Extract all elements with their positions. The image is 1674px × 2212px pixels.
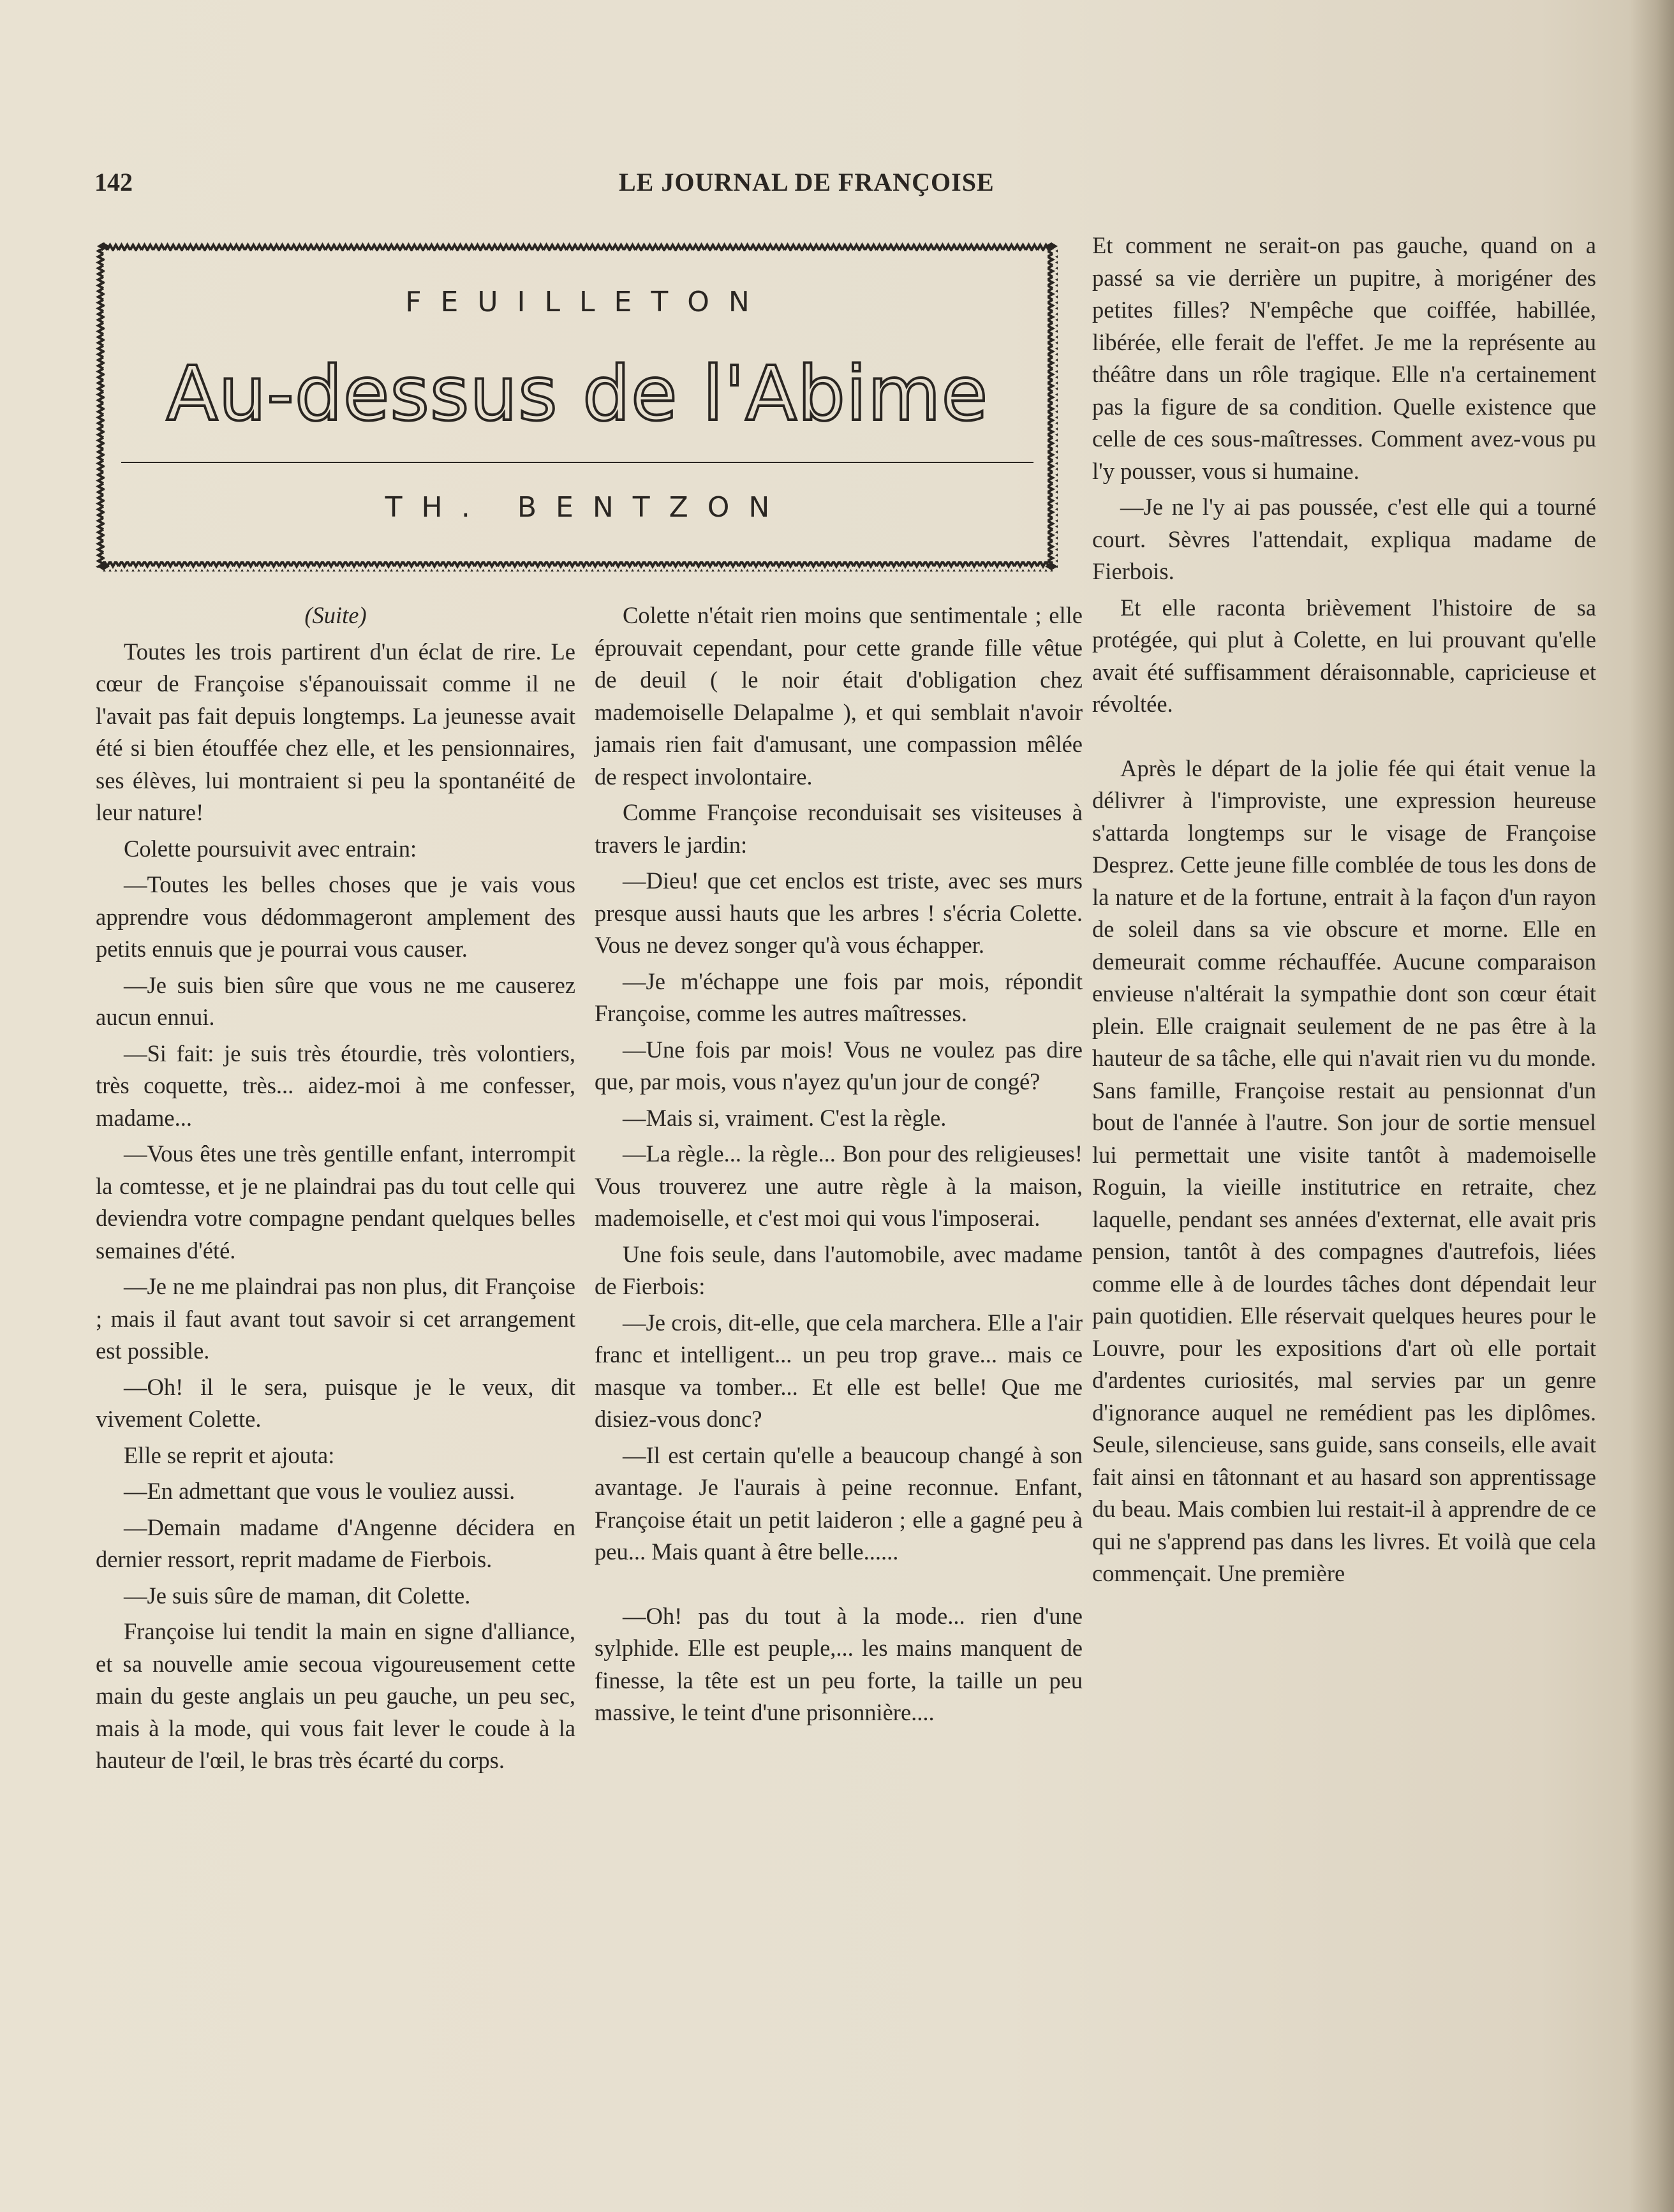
paragraph: —Demain madame d'Angenne décidera en dernier ressort, reprit madame de Fierbois. xyxy=(96,1514,575,1572)
paragraph: —Mais si, vraiment. C'est la règle. xyxy=(623,1104,947,1131)
paragraph: Après le départ de la jolie fée qui était venue la délivrer à l'improviste, une expression heureuse s'attarda longtemps sur le visage de Françoise Desprez. Cette jeune fille comblée de tous les dons de la nature et de la fortune, entrait à la façon d'un rayon de soleil dans sa vie obscure et morne. Elle en demeurait comme réchauffée. Aucune comparaison envieuse n'altérait la sympathie dont son cœur était plein. Elle craignait seulement de ne pas être à la hauteur de sa tâche, elle qui n'avait rien vu du monde. Sans famille, Françoise restait au pensionnat d'un bout de l'année à l'autre. Son jour de sortie mensuel lui permettait une visite tantôt à mademoiselle Roguin, la vieille institutrice en retraite, chez laquelle, pendant ses années d'externat, elle avait pris pension, tantôt à des compagnes d'autrefois, liées comme elle à de lourdes tâches dont dépendait leur pain quotidien. Elle réservait quelques heures pour le Louvre, pour les expositions d'art où elle portait d'ardentes curiosités, mal servies par un genre d'ignorance auquel ne remédient pas les diplômes. Seule, silencieuse, sans guide, sans conseils, elle avait fait ainsi en tâtonnant et au hasard son apprentissage du beau. Mais combien lui restait-il à apprendre de ce qui ne s'apprend pas dans les livres. Et voilà que cela commençait. Une première xyxy=(1092,755,1596,1586)
paragraph: —La règle... la règle... Bon pour des religieuses! Vous trouverez une autre règle à la maison, mademoiselle, et c'est moi qui vous l'imposerai. xyxy=(595,1140,1083,1231)
paragraph: —En admettant que vous le vouliez aussi. xyxy=(124,1478,515,1504)
paragraph: —Vous êtes une très gentille enfant, interrompit la comtesse, et je ne plaindrai pas du tout celle qui deviendra votre compagne pendant quelques belles semaines d'été. xyxy=(96,1140,575,1264)
running-head xyxy=(94,167,1064,205)
text-column-3 xyxy=(1092,230,1596,1594)
text-column-2 xyxy=(595,600,1083,1733)
feuilleton-title-box xyxy=(96,242,1059,574)
paragraph: Toutes les trois partirent d'un éclat de rire. Le cœur de Françoise s'épanouissait comme il ne l'avait pas fait depuis longtemps. La jeunesse avait été si bien étouffée chez elle, et les pensionnaires, ses élèves, lui montraient si peu la spontanéité de leur nature! xyxy=(96,638,575,825)
paragraph: —Si fait: je suis très étourdie, très volontiers, très coquette, très... aidez-moi à me confesser, madame... xyxy=(96,1040,575,1131)
paragraph: Elle se reprit et ajouta: xyxy=(124,1441,335,1468)
paragraph: —Oh! il le sera, puisque je le veux, dit vivement Colette. xyxy=(96,1373,575,1432)
paragraph: —Je crois, dit-elle, que cela marchera. Elle a l'air franc et intelligent... un peu trop grave... mais ce masque va tomber... Et elle est belle! Que me disiez-vous donc? xyxy=(595,1309,1083,1432)
paragraph: Et comment ne serait-on pas gauche, quand on a passé sa vie derrière un pupitre, à morigéner des petites filles? N'empêche que coiffée, habillée, libérée, elle ferait de l'effet. Je me la représente au théâtre dans un rôle tragique. Elle n'a certainement pas la figure de sa condition. Quelle existence que celle de ces sous-maîtresses. Comment avez-vous pu l'y pousser, vous si humaine. xyxy=(1092,232,1596,484)
paragraph: Comme Françoise reconduisait ses visiteuses à travers le jardin: xyxy=(595,799,1083,858)
page-spine-shadow xyxy=(1629,0,1674,2212)
paragraph: —Je m'échappe une fois par mois, répondit Françoise, comme les autres maîtresses. xyxy=(595,968,1083,1026)
paragraph: —Il est certain qu'elle a beaucoup changé à son avantage. Je l'aurais à peine reconnue. Enfant, Françoise était un petit laideron ; elle a gagné peu à peu... Mais quant à être belle...... xyxy=(595,1441,1083,1565)
story-title: Au-dessus de l'Abime xyxy=(166,350,989,438)
text-column-1 xyxy=(96,600,575,1781)
paragraph: Françoise lui tendit la main en signe d'alliance, et sa nouvelle amie secoua vigoureusement cette main du geste anglais un peu gauche, un peu sec, mais à la mode, qui vous fait lever le coude à la hauteur de l'œil, le bras très écarté du corps. xyxy=(96,1618,575,1773)
paragraph: —Je ne l'y ai pas poussée, c'est elle qui a tourné court. Sèvres l'attendait, expliqua madame de Fierbois. xyxy=(1092,494,1596,584)
paragraph: —Dieu! que cet enclos est triste, avec ses murs presque aussi hauts que les arbres ! s'écria Colette. Vous ne devez songer qu'à vous échapper. xyxy=(595,867,1083,958)
paragraph: —Je suis sûre de maman, dit Colette. xyxy=(124,1582,471,1609)
suite-label: (Suite) xyxy=(304,602,367,628)
page-number: 142 xyxy=(94,168,133,196)
paragraph: —Une fois par mois! Vous ne voulez pas dire que, par mois, vous n'ayez qu'un jour de congé? xyxy=(595,1036,1083,1095)
author-name: TH. BENTZON xyxy=(385,491,789,524)
journal-title: LE JOURNAL DE FRANÇOISE xyxy=(619,168,995,196)
paragraph: —Je ne me plaindrai pas non plus, dit Françoise ; mais il faut avant tout savoir si cet arrangement est possible. xyxy=(96,1273,575,1364)
paragraph: Colette poursuivit avec entrain: xyxy=(124,835,417,862)
paragraph: Colette n'était rien moins que sentimentale ; elle éprouvait cependant, pour cette grande fille vêtue de deuil ( le noir était d'obligation chez mademoiselle Delapalme ), et qui semblait n'avoir jamais rien fait d'amusant, une compassion mêlée de respect involontaire. xyxy=(595,602,1083,790)
paragraph: —Toutes les belles choses que je vais vous apprendre vous dédommageront amplement des petits ennuis que je pourrai vous causer. xyxy=(96,871,575,962)
paragraph: Une fois seule, dans l'automobile, avec madame de Fierbois: xyxy=(595,1241,1083,1299)
feuilleton-heading: FEUILLETON xyxy=(405,286,769,318)
paragraph: —Oh! pas du tout à la mode... rien d'une sylphide. Elle est peuple,... les mains manquent de finesse, la tête est un peu forte, la taille un peu massive, le teint d'une prisonnière.... xyxy=(595,1602,1083,1725)
paragraph: Et elle raconta brièvement l'histoire de sa protégée, qui plut à Colette, en lui prouvant qu'elle avait été suffisamment déraisonnable, capricieuse et révoltée. xyxy=(1092,594,1596,717)
paragraph: —Je suis bien sûre que vous ne me causerez aucun ennui. xyxy=(96,971,575,1030)
